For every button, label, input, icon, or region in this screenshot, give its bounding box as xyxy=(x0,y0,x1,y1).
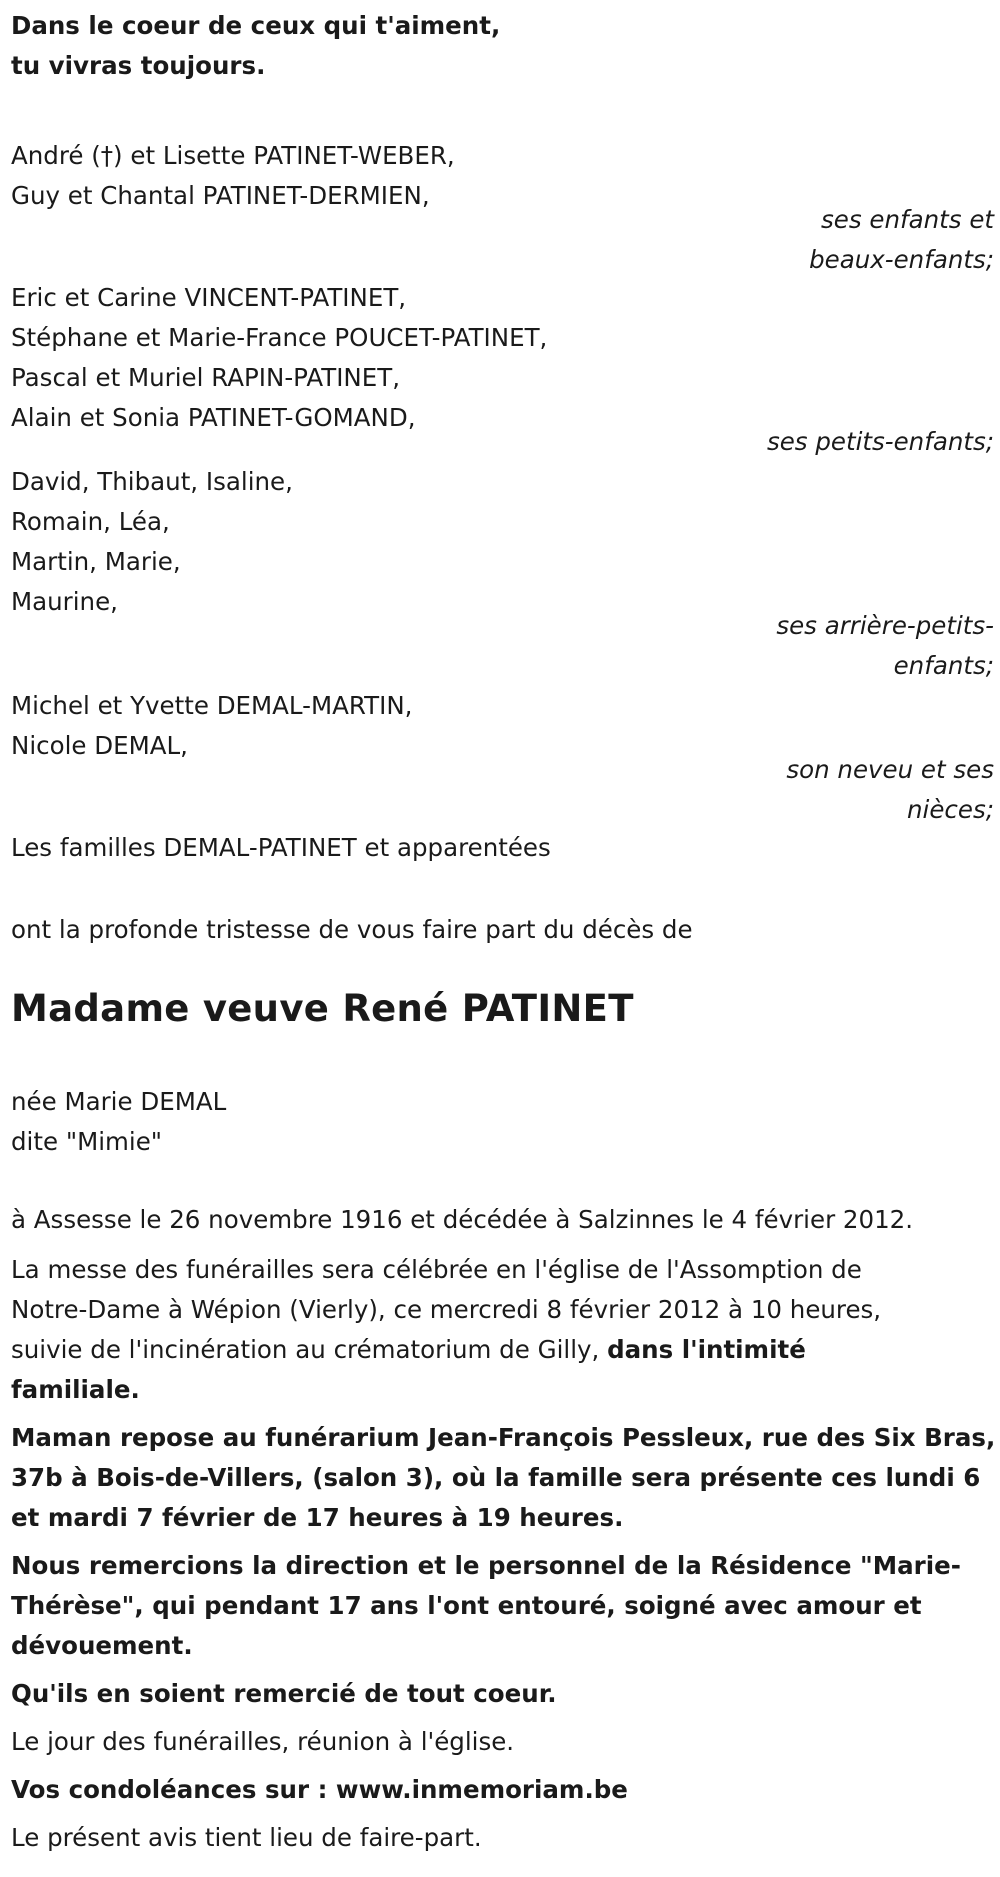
great-grandchildren-role xyxy=(776,606,994,686)
thanks-close xyxy=(11,1674,557,1714)
children-role xyxy=(809,200,994,280)
list-item: Romain, Léa, xyxy=(11,507,170,536)
families-line xyxy=(11,828,551,868)
closing-text: Le présent avis tient lieu de faire-part. xyxy=(11,1823,482,1852)
closing xyxy=(11,1818,482,1858)
birth-name-line: dite "Mimie" xyxy=(11,1127,163,1156)
role-line: ses arrière-petits- xyxy=(776,611,994,640)
thanks-paragraph xyxy=(11,1546,996,1666)
paragraph-line: et mardi 7 février de 17 heures à 19 heures. xyxy=(11,1503,624,1532)
children-list xyxy=(11,136,455,216)
paragraph-line: Maman repose au funérarium Jean-François Pessleux, rue des Six Bras, xyxy=(11,1423,996,1452)
funeral-paragraph xyxy=(11,1250,996,1410)
meeting xyxy=(11,1722,514,1762)
role-line: nièces; xyxy=(907,795,994,824)
paragraph-line: Thérèse", qui pendant 17 ans l'ont entouré, soigné avec amour et xyxy=(11,1591,922,1620)
nephews-role xyxy=(786,750,994,830)
role-line: enfants; xyxy=(893,651,994,680)
dates xyxy=(11,1200,913,1240)
list-item: Michel et Yvette DEMAL-MARTIN, xyxy=(11,691,413,720)
list-item: Guy et Chantal PATINET-DERMIEN, xyxy=(11,181,430,210)
paragraph-line: Notre-Dame à Wépion (Vierly), ce mercredi 8 février 2012 à 10 heures, xyxy=(11,1295,882,1324)
paragraph-text: suivie de l'incinération au crématorium de Gilly, xyxy=(11,1335,608,1364)
condolences xyxy=(11,1770,628,1810)
condolences-text: Vos condoléances sur : www.inmemoriam.be xyxy=(11,1775,628,1804)
list-item: Alain et Sonia PATINET-GOMAND, xyxy=(11,403,416,432)
funerarium-paragraph xyxy=(11,1418,996,1538)
list-item: Eric et Carine VINCENT-PATINET, xyxy=(11,283,407,312)
list-item: Nicole DEMAL, xyxy=(11,731,188,760)
list-item: Pascal et Muriel RAPIN-PATINET, xyxy=(11,363,400,392)
epigraph-line: Dans le coeur de ceux qui t'aiment, xyxy=(11,11,501,40)
meeting-text: Le jour des funérailles, réunion à l'église. xyxy=(11,1727,515,1756)
grandchildren-list xyxy=(11,278,547,438)
list-item: David, Thibaut, Isaline, xyxy=(11,467,293,496)
great-grandchildren-list xyxy=(11,462,293,622)
list-item: Martin, Marie, xyxy=(11,547,181,576)
list-item: André (†) et Lisette PATINET-WEBER, xyxy=(11,141,455,170)
birth-name-line: née Marie DEMAL xyxy=(11,1087,227,1116)
paragraph-line: 37b à Bois-de-Villers, (salon 3), où la famille sera présente ces lundi 6 xyxy=(11,1463,981,1492)
epigraph xyxy=(11,6,500,86)
thanks-close-text: Qu'ils en soient remercié de tout coeur. xyxy=(11,1679,557,1708)
paragraph-line: Nous remercions la direction et le personnel de la Résidence "Marie- xyxy=(11,1551,961,1580)
paragraph-line: dévouement. xyxy=(11,1631,193,1660)
role-line: son neveu et ses xyxy=(786,755,994,784)
list-item: Stéphane et Marie-France POUCET-PATINET, xyxy=(11,323,548,352)
families-text: Les familles DEMAL-PATINET et apparentées xyxy=(11,833,551,862)
paragraph-line: La messe des funérailles sera célébrée en l'église de l'Assomption de xyxy=(11,1255,862,1284)
nephews-list xyxy=(11,686,412,766)
paragraph-line xyxy=(11,1330,996,1370)
epigraph-line: tu vivras toujours. xyxy=(11,51,266,80)
list-item: Maurine, xyxy=(11,587,118,616)
announcement-text: ont la profonde tristesse de vous faire part du décès de xyxy=(11,915,693,944)
announcement xyxy=(11,910,693,950)
birth-name xyxy=(11,1082,226,1162)
dates-text: à Assesse le 26 novembre 1916 et décédée à Salzinnes le 4 février 2012. xyxy=(11,1205,914,1234)
role-line: beaux-enfants; xyxy=(809,245,994,274)
deceased-name: Madame veuve René PATINET xyxy=(11,987,634,1030)
grandchildren-role xyxy=(767,422,994,462)
paragraph-emphasis: dans l'intimité xyxy=(607,1335,806,1364)
role-line: ses petits-enfants; xyxy=(766,427,994,456)
paragraph-emphasis: familiale. xyxy=(11,1375,140,1404)
role-line: ses enfants et xyxy=(821,205,994,234)
